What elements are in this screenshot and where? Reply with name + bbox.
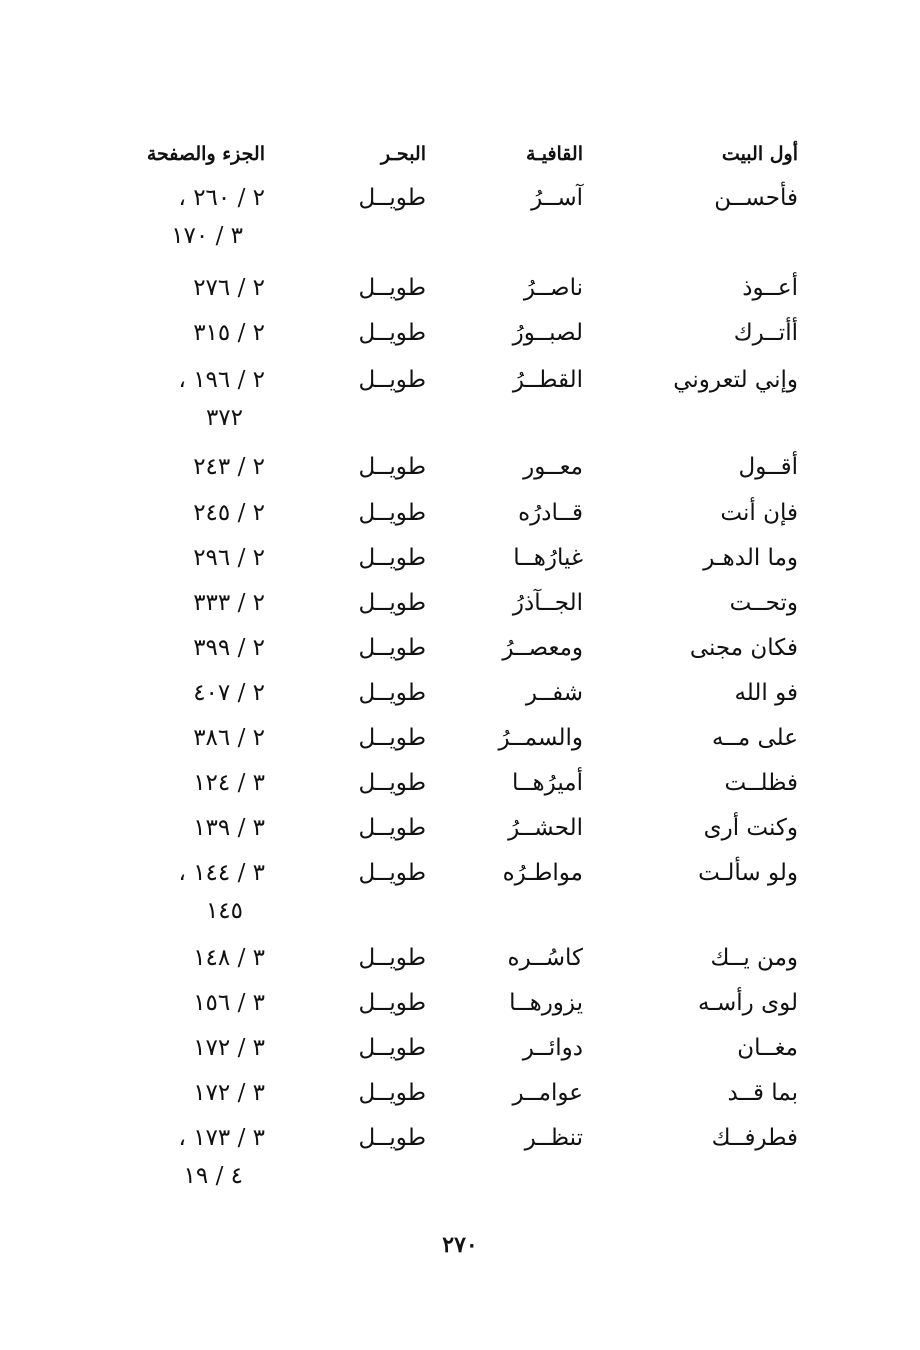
volume-page-line: ٢ / ٣٨٦	[193, 725, 265, 751]
volume-page-line: ٢ / ١٩٦ ،	[178, 367, 265, 393]
first-words-cell: فطرفــك	[711, 1125, 798, 1151]
volume-page-cell	[135, 1029, 265, 1067]
volume-page-line: ٣ / ١٢٤	[193, 770, 265, 796]
page-number: ٢٧٠	[442, 1232, 478, 1258]
meter-cell: طويــل	[358, 635, 426, 661]
header-first-verse: أول البيت	[721, 143, 798, 165]
volume-page-cell	[135, 629, 265, 667]
rhyme-cell: الحشــرُ	[508, 815, 583, 841]
first-words-cell: فظلــت	[724, 770, 798, 796]
first-words-cell: وما الدهـر	[703, 545, 798, 571]
volume-page-line: ٣ / ١٧٣ ،	[178, 1125, 265, 1151]
meter-cell: طويــل	[358, 680, 426, 706]
meter-cell: طويــل	[358, 1080, 426, 1106]
volume-page-cell	[135, 269, 265, 307]
volume-page-cell	[135, 764, 265, 802]
volume-page-cell	[135, 1074, 265, 1112]
rhyme-cell: شفــر	[525, 680, 583, 706]
volume-page-cell	[135, 539, 265, 577]
volume-page-line: ٢ / ٢٤٥	[193, 500, 265, 526]
meter-cell: طويــل	[358, 945, 426, 971]
volume-page-line: ٤ / ١٩	[183, 1163, 243, 1189]
rhyme-cell: يزورهــا	[509, 990, 583, 1016]
rhyme-cell: والسمــرُ	[498, 725, 583, 751]
rhyme-cell: تنظــر	[524, 1125, 583, 1151]
header-meter: البحـر	[380, 143, 426, 165]
first-words-cell: أقــول	[738, 454, 798, 480]
volume-page-cell	[135, 179, 265, 255]
first-words-cell: مغــان	[737, 1035, 798, 1061]
volume-page-line: ١٤٥	[205, 898, 243, 924]
rhyme-cell: عوامــر	[512, 1080, 583, 1106]
volume-page-line: ٣ / ١٣٩	[193, 815, 265, 841]
meter-cell: طويــل	[358, 1125, 426, 1151]
first-words-cell: وإني لتعروني	[673, 367, 798, 393]
meter-cell: طويــل	[358, 1035, 426, 1061]
rhyme-cell: مواطـرُه	[502, 860, 583, 886]
meter-cell: طويــل	[358, 770, 426, 796]
volume-page-line: ٣ / ١٥٦	[193, 990, 265, 1016]
volume-page-line: ٢ / ٢٦٠ ،	[178, 185, 265, 211]
volume-page-cell	[135, 719, 265, 757]
rhyme-cell: ناصــرُ	[523, 275, 583, 301]
meter-cell: طويــل	[358, 725, 426, 751]
meter-cell: طويــل	[358, 367, 426, 393]
volume-page-line: ٣ / ١٤٨	[193, 945, 265, 971]
rhyme-cell: الجــآذرُ	[512, 590, 583, 616]
rhyme-cell: دوائــر	[522, 1035, 583, 1061]
volume-page-cell	[135, 584, 265, 622]
rhyme-cell: قــادرُه	[518, 500, 583, 526]
volume-page-cell	[135, 361, 265, 437]
header-rhyme: القافيـة	[525, 143, 583, 165]
volume-page-line: ٢ / ٣٣٣	[193, 590, 265, 616]
volume-page-cell	[135, 939, 265, 977]
rhyme-cell: معــور	[523, 454, 583, 480]
meter-cell: طويــل	[358, 990, 426, 1016]
first-words-cell: أعــوذ	[742, 275, 798, 301]
volume-page-line: ٢ / ٢٩٦	[193, 545, 265, 571]
first-words-cell: ومن يــك	[710, 945, 798, 971]
volume-page-cell	[135, 854, 265, 930]
volume-page-cell	[135, 674, 265, 712]
meter-cell: طويــل	[358, 275, 426, 301]
first-words-cell: وتحــت	[729, 590, 798, 616]
meter-cell: طويــل	[358, 815, 426, 841]
meter-cell: طويــل	[358, 860, 426, 886]
volume-page-line: ٢ / ٢٧٦	[193, 275, 265, 301]
volume-page-line: ٣ / ١٤٤ ،	[178, 860, 265, 886]
meter-cell: طويــل	[358, 590, 426, 616]
first-words-cell: فو الله	[734, 680, 798, 706]
first-words-cell: فأحســن	[714, 185, 798, 211]
volume-page-cell	[135, 809, 265, 847]
rhyme-cell: غيارُهــا	[513, 545, 583, 571]
first-words-cell: فكان مجنى	[689, 635, 798, 661]
meter-cell: طويــل	[358, 500, 426, 526]
meter-cell: طويــل	[358, 454, 426, 480]
volume-page-cell	[135, 494, 265, 532]
meter-cell: طويــل	[358, 185, 426, 211]
rhyme-cell: كاسُــره	[507, 945, 583, 971]
volume-page-line: ٣ / ١٧٠	[171, 223, 243, 249]
first-words-cell: على مــه	[712, 725, 798, 751]
rhyme-cell: لصبــورُ	[512, 320, 583, 346]
rhyme-cell: ومعصــرُ	[502, 635, 583, 661]
first-words-cell: وكنت أرى	[703, 815, 798, 841]
rhyme-cell: القطــرُ	[512, 367, 583, 393]
volume-page-cell	[135, 448, 265, 486]
volume-page-line: ٣ / ١٧٢	[193, 1035, 265, 1061]
header-volume-page: الجزء والصفحة	[146, 143, 265, 165]
rhyme-cell: آســرُ	[531, 185, 583, 211]
first-words-cell: لوى رأسـه	[697, 990, 798, 1016]
first-words-cell: أأتــرك	[733, 320, 798, 346]
meter-cell: طويــل	[358, 320, 426, 346]
volume-page-cell	[135, 984, 265, 1022]
first-words-cell: بما قــد	[727, 1080, 798, 1106]
volume-page-cell	[135, 1119, 265, 1195]
volume-page-line: ٢ / ٤٠٧	[193, 680, 265, 706]
first-words-cell: فإن أنت	[720, 500, 798, 526]
volume-page-line: ٢ / ٣١٥	[193, 320, 265, 346]
volume-page-line: ٢ / ٢٤٣	[193, 454, 265, 480]
rhyme-cell: أميرُهــا	[512, 770, 583, 796]
first-words-cell: ولو سألـت	[698, 860, 798, 886]
volume-page-line: ٢ / ٣٩٩	[193, 635, 265, 661]
volume-page-line: ٣٧٢	[205, 405, 243, 431]
volume-page-line: ٣ / ١٧٢	[193, 1080, 265, 1106]
meter-cell: طويــل	[358, 545, 426, 571]
volume-page-cell	[135, 314, 265, 352]
